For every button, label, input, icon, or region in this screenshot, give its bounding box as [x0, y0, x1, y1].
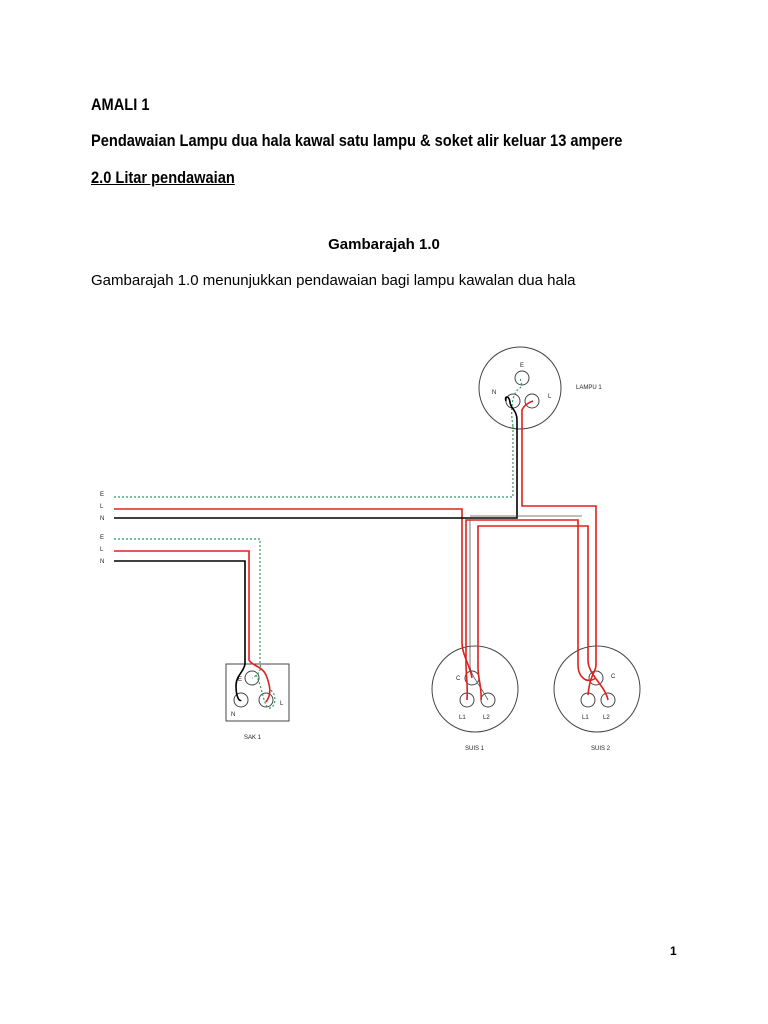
supply-bottom-n-label: N: [100, 559, 105, 565]
strapper-wire-1-outline: [470, 516, 582, 700]
page-number: 1: [670, 944, 677, 958]
socket-l-label: L: [280, 701, 284, 707]
strapper-wire-2: [478, 526, 608, 700]
switch1-l1-label: L1: [459, 715, 466, 721]
socket-earth-wire: [114, 539, 261, 678]
socket-n-label: N: [231, 712, 236, 718]
switch-2: [554, 646, 640, 752]
lamp-label: LAMPU 1: [576, 385, 602, 391]
socket-outlet: [226, 664, 289, 741]
socket-neutral-wire: [114, 561, 245, 700]
switch1-l2-label: L2: [483, 715, 490, 721]
supply-top-l-label: L: [100, 504, 104, 510]
lamp-fitting: [479, 347, 602, 429]
document-subtitle: Pendawaian Lampu dua hala kawal satu lampu & soket alir keluar 13 ampere: [91, 131, 623, 150]
lamp-supply-live-wire: [114, 509, 472, 678]
switch2-l1-label: L1: [582, 715, 589, 721]
socket-e-label: E: [238, 677, 243, 683]
strapper-wire-1: [466, 520, 596, 700]
supply-bottom-e-label: E: [100, 535, 105, 541]
lamp-n-label: N: [492, 390, 497, 396]
lamp-supply-neutral-wire: [114, 397, 517, 518]
socket-label: SAK 1: [244, 735, 262, 741]
socket-live-wire: [114, 551, 270, 702]
switch-1: [432, 646, 518, 752]
lamp-l-label: L: [548, 394, 552, 400]
supply-bottom-l-label: L: [100, 547, 104, 553]
switch2-c-label: C: [611, 674, 616, 680]
lamp-switch-live-wire: [522, 401, 596, 695]
switch1-c-label: C: [456, 676, 461, 682]
wiring-diagram: [0, 330, 768, 770]
lamp-earth-wire: [114, 378, 522, 497]
figure-description: Gambarajah 1.0 menunjukkan pendawaian bagi lampu kawalan dua hala: [91, 272, 576, 289]
section-heading: 2.0 Litar pendawaian: [91, 168, 235, 187]
document-title: AMALI 1: [91, 95, 150, 114]
switch2-label: SUIS 2: [591, 746, 611, 752]
lamp-e-label: E: [520, 363, 525, 369]
supply-top-e-label: E: [100, 492, 105, 498]
supply-top-n-label: N: [100, 516, 105, 522]
switch2-l2-label: L2: [603, 715, 610, 721]
figure-caption: Gambarajah 1.0: [328, 236, 440, 253]
switch1-label: SUIS 1: [465, 746, 485, 752]
